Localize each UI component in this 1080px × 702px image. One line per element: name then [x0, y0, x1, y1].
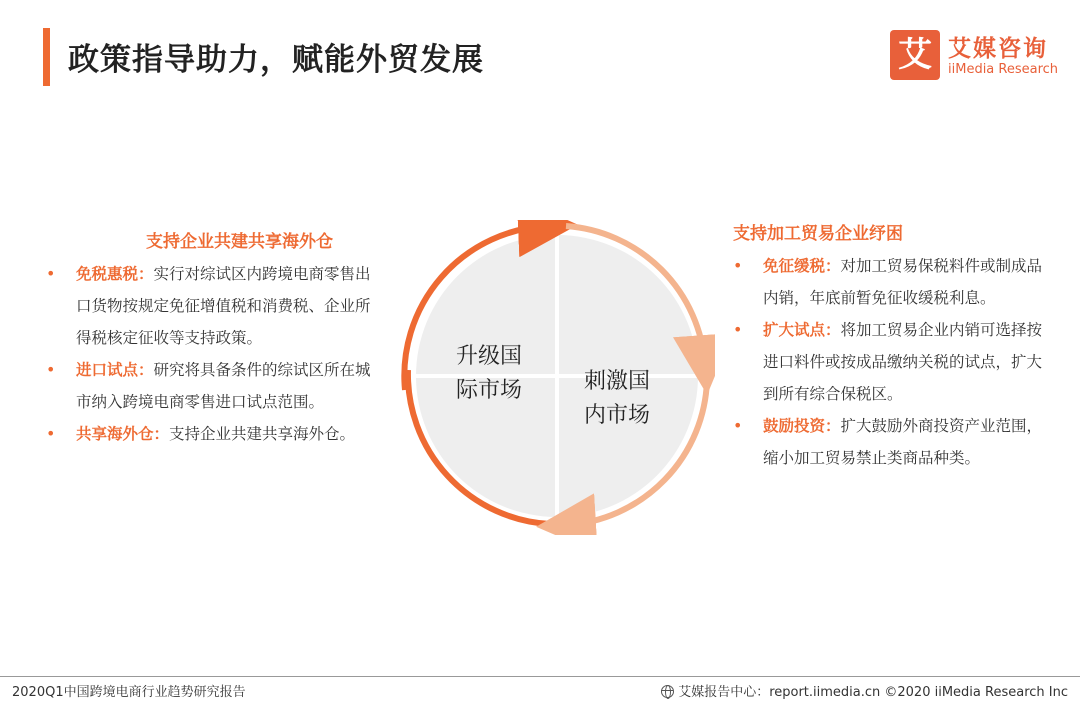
cycle-circle-graphic [400, 220, 715, 535]
title-accent-bar [43, 28, 50, 86]
bullet-icon: • [733, 320, 743, 339]
list-item [733, 314, 1043, 410]
upgrade-intl-market-label [456, 340, 522, 408]
footer-source [661, 681, 1068, 700]
policy-text: 研究将具备条件的综试区所在城市纳入跨境电商零售进口试点范围。 [76, 361, 371, 411]
policy-keyword: 免征缓税： [763, 257, 841, 275]
page-title: 政策指导助力，赋能外贸发展 [68, 42, 484, 78]
policy-text: 将加工贸易企业内销可选择按进口料件或按成品缴纳关税的试点，扩大到所有综合保税区。 [763, 321, 1043, 403]
left-policy-list [46, 258, 376, 450]
list-item [46, 354, 376, 418]
bullet-icon: • [46, 360, 56, 379]
list-item [733, 410, 1043, 474]
right-policy-panel [733, 218, 1043, 474]
label-line: 际市场 [456, 378, 523, 403]
policy-text: 实行对综试区内跨境电商零售出口货物按规定免征增值税和消费税、企业所得税核定征收等支持政策。 [76, 265, 371, 347]
list-item [733, 250, 1043, 314]
iimedia-logo [890, 30, 1065, 82]
bullet-icon: • [46, 264, 56, 283]
bullet-icon: • [46, 424, 56, 443]
logo-mark: 艾 [890, 30, 940, 80]
label-line: 内市场 [584, 403, 651, 428]
policy-keyword: 扩大试点： [763, 321, 841, 339]
footer-divider [0, 676, 1080, 677]
globe-icon [661, 685, 674, 698]
bullet-icon: • [733, 416, 743, 435]
label-line: 升级国 [456, 344, 523, 369]
policy-text: 对加工贸易保税料件或制成品内销，年底前暂免征收缓税利息。 [763, 257, 1043, 307]
bullet-icon: • [733, 256, 743, 275]
footer-report-title: 2020Q1中国跨境电商行业趋势研究报告 [12, 685, 246, 700]
policy-keyword: 进口试点： [76, 361, 154, 379]
policy-text: 支持企业共建共享海外仓。 [169, 425, 356, 443]
policy-text: 扩大鼓励外商投资产业范围，缩小加工贸易禁止类商品种类。 [763, 417, 1043, 467]
footer-source-text: 艾媒报告中心：report.iimedia.cn ©2020 iiMedia Research Inc [678, 685, 1068, 700]
market-cycle-diagram [400, 220, 715, 535]
list-item [46, 258, 376, 354]
logo-en-text: iiMedia Research [948, 62, 1059, 77]
right-policy-list [733, 250, 1043, 474]
stimulate-domestic-market-label [584, 365, 650, 433]
policy-keyword: 共享海外仓： [76, 425, 170, 443]
right-panel-heading: 支持加工贸易企业纾困 [733, 224, 903, 244]
list-item [46, 418, 376, 450]
policy-keyword: 鼓励投资： [763, 417, 841, 435]
label-line: 刺激国 [584, 369, 651, 394]
logo-cn-text: 艾媒咨询 [948, 36, 1048, 62]
left-policy-panel [46, 226, 376, 450]
policy-keyword: 免税惠税： [76, 265, 154, 283]
left-panel-heading: 支持企业共建共享海外仓 [146, 232, 333, 252]
